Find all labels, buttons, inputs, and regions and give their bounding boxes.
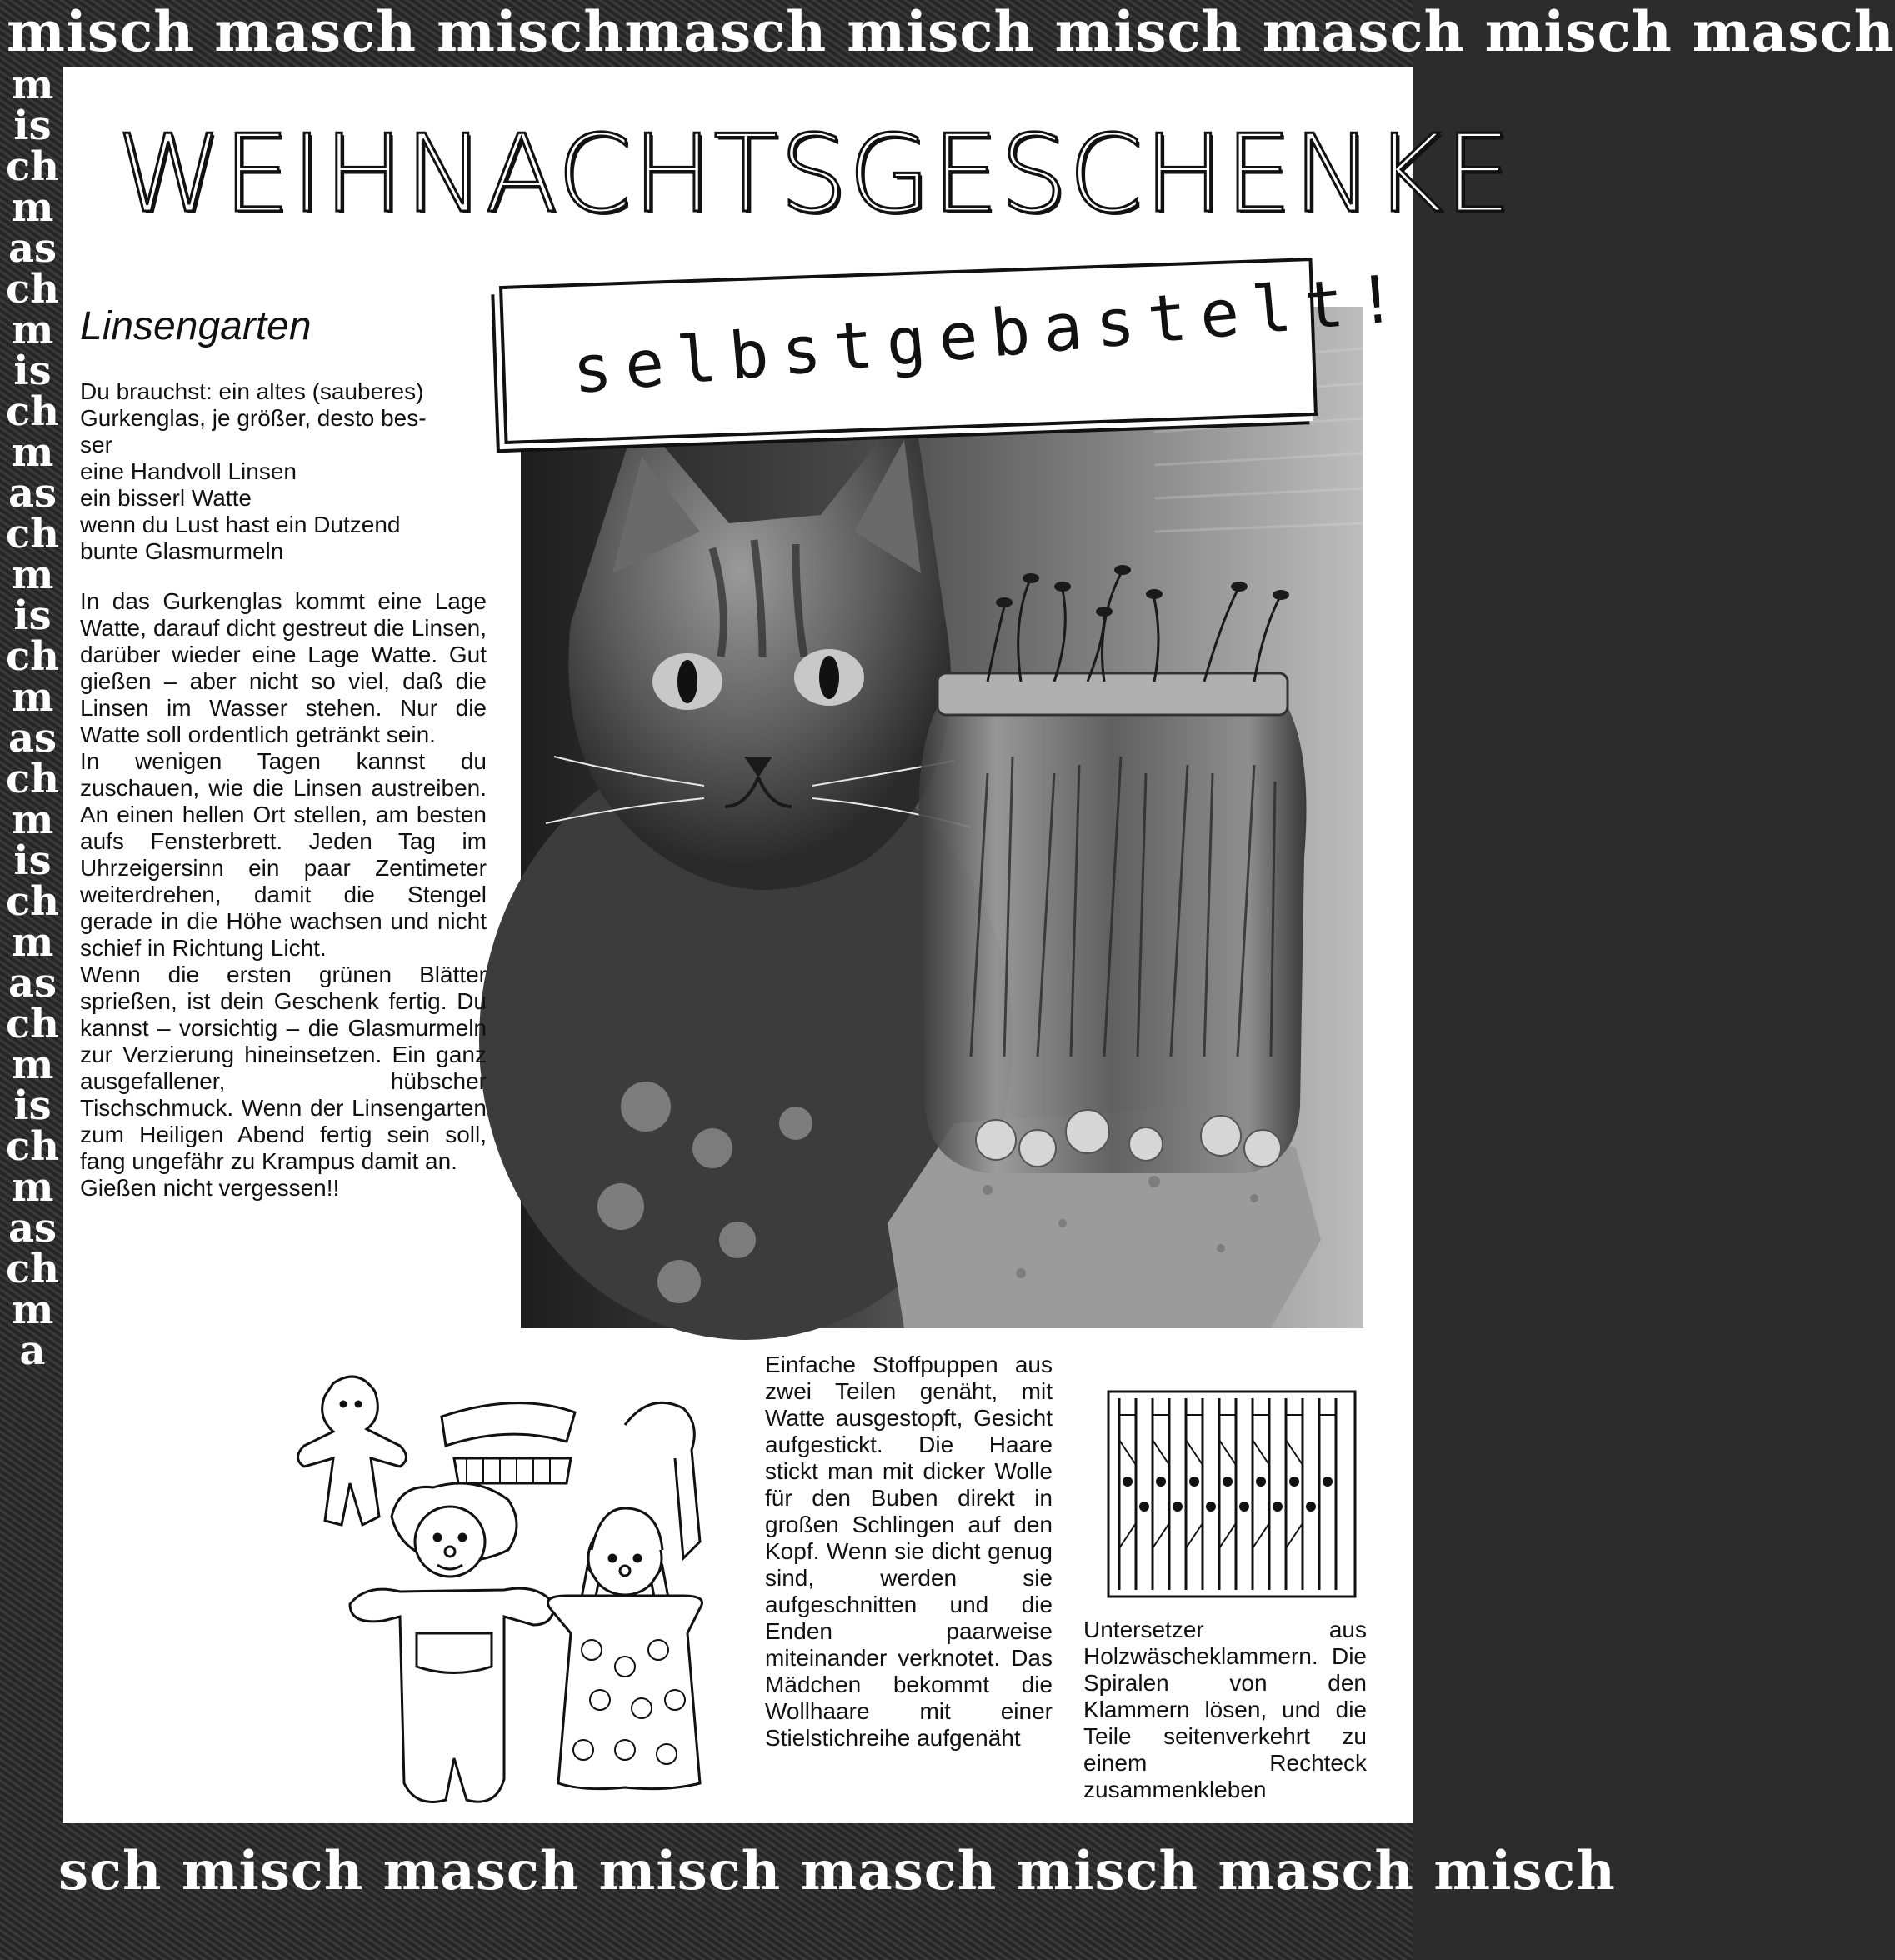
materials-line: ein bisserl Watte xyxy=(80,485,252,511)
stoffpuppen-drawing xyxy=(267,1367,758,1842)
stoffpuppen-text: Einfache Stoffpuppen aus zwei Teilen genäht, mit Watte ausgestopft, Gesicht aufgestickt. Die Haare stickt man mit dicker Wolle für den Buben direkt in großen Schlingen auf den Kopf. Wenn sie dicht genug sind, werden sie aufgeschnitten und die Enden paarweise miteinander verknotet. Das Mädchen bekommt die Wollhaare mit einer Stielstichreihe aufgenäht xyxy=(765,1352,1052,1751)
linsengarten-section xyxy=(80,300,487,1202)
materials-line: Du brauchst: ein altes (sauberes) xyxy=(80,378,424,404)
border-text-top: misch masch mischmasch misch misch masch misch masch xyxy=(7,0,1895,64)
subtitle: selbstgebastelt! xyxy=(569,260,1412,409)
materials-line: bunte Glasmurmeln xyxy=(80,538,284,564)
subtitle-banner xyxy=(499,258,1412,444)
instructions-paragraph-4: Gießen nicht vergessen!! xyxy=(80,1175,340,1201)
border-text-bottom: sch misch masch misch masch misch masch misch xyxy=(58,1840,1616,1902)
section-title-linsengarten: Linsengarten xyxy=(80,304,312,348)
instructions-paragraph-1: In das Gurkenglas kommt eine Lage Watte, darauf dicht gestreut die Linsen, darüber wieder eine Lage Watte. Gut gießen – aber nicht so viel, daß die Linsen im Wasser stehen. Nur die Watte soll ordentlich getränkt sein. xyxy=(80,588,487,748)
materials-line: ser xyxy=(80,432,112,458)
materials-line: eine Handvoll Linsen xyxy=(80,458,297,484)
materials-list xyxy=(80,378,487,565)
cat-lentil-photo xyxy=(521,307,1363,1328)
materials-line: Gurkenglas, je größer, desto bes- xyxy=(80,405,427,431)
page-title: WEIHNACHTSGESCHENKE xyxy=(117,112,1512,237)
cat-jar-illustration xyxy=(521,307,1363,1328)
instructions-paragraph-2: In wenigen Tagen kannst du zuschauen, wie die Linsen austreiben. An einen hellen Ort stellen, am besten aufs Fensterbrett. Jeden Tag im Uhrzeigersinn ein paar Zentimeter weiterdrehen, damit die Stengel gerade in die Höhe wachsen und nicht schief in Richtung Licht. xyxy=(80,748,487,961)
border-text-left: mischmaschmischmaschmischmaschmischmaschmischmaschma xyxy=(5,62,60,1374)
dolls-illustration xyxy=(267,1367,758,1842)
untersetzer-drawing xyxy=(1107,1390,1357,1598)
untersetzer-text: Untersetzer aus Holzwäscheklammern. Die Spiralen von den Klammern lösen, und die Teile seitenverkehrt zu einem Rechteck zusammenkleben xyxy=(1083,1617,1367,1802)
materials-line: wenn du Lust hast ein Dutzend xyxy=(80,512,401,538)
instructions-paragraph-3: Wenn die ersten grünen Blätter sprießen, ist dein Geschenk fertig. Du kannst – vorsichtig – die Glasmurmeln zur Verzierung hineinsetzen. Ein ganz ausgefallener, hübscher Tischschmuck. Wenn der Linsengarten zum Heiligen Abend fertig sein soll, fang ungefähr zu Krampus damit an. xyxy=(80,962,487,1174)
clothespin-coaster-illustration xyxy=(1107,1390,1357,1598)
